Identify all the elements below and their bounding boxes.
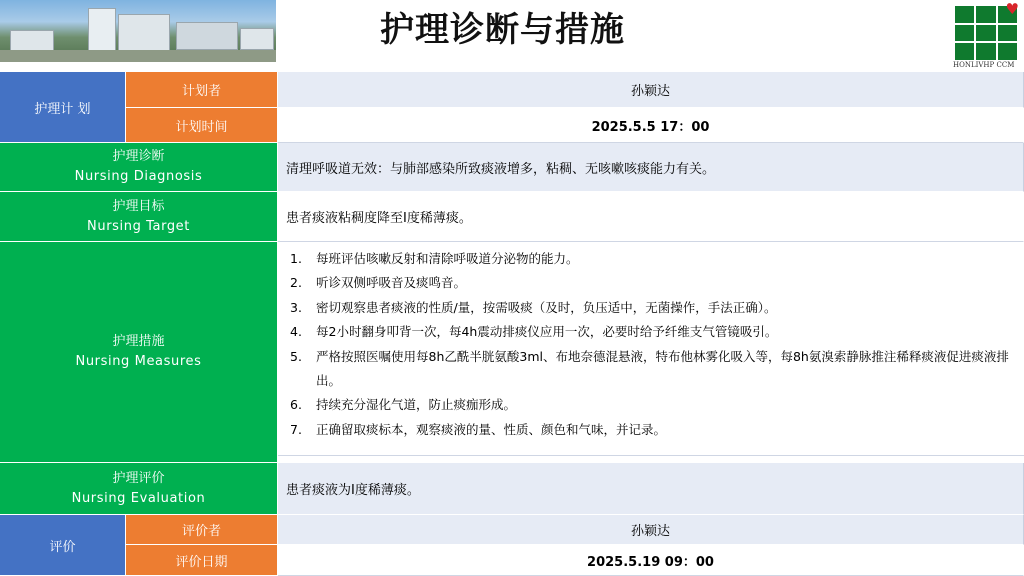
page-title: 护理诊断与措施 <box>380 10 625 50</box>
logo-square <box>955 25 974 42</box>
item-text: 密切观察患者痰液的性质/量，按需吸痰（及时，负压适中，无菌操作，手法正确）。 <box>316 299 777 315</box>
planner-value: 孙颖达 <box>278 72 1024 108</box>
item-text: 正确留取痰标本，观察痰液的量、性质、颜色和气味，并记录。 <box>316 421 667 437</box>
hospital-photo <box>0 0 276 62</box>
target-label-cn: 护理目标 <box>112 198 165 214</box>
evaluation-label-cn: 护理评价 <box>112 470 165 486</box>
list-item <box>286 320 1016 344</box>
measures-label-en: Nursing Measures <box>75 354 202 369</box>
logo-square <box>976 25 995 42</box>
logo-square <box>998 25 1017 42</box>
reviewer-value: 孙颖达 <box>278 515 1024 545</box>
list-item <box>286 296 1016 320</box>
logo-square <box>955 43 974 60</box>
logo-square <box>955 6 974 23</box>
plan-time-label: 计划时间 <box>126 108 278 143</box>
list-item <box>286 271 1016 295</box>
diagnosis-label <box>0 143 278 192</box>
plan-label: 护理计 划 <box>0 72 126 143</box>
item-text: 严格按照医嘱使用每8h乙酰半胱氨酸3ml、布地奈德混悬液，特布他林雾化吸入等，每8h氨溴索静脉推注稀释痰液促进痰液排出。 <box>316 348 1009 389</box>
review-label: 评价 <box>0 515 126 576</box>
building-shape <box>118 14 170 52</box>
list-item <box>286 247 1016 271</box>
building-shape <box>88 8 116 54</box>
item-number: 5. <box>290 348 302 364</box>
building-shape <box>176 22 238 50</box>
item-number: 3. <box>290 299 302 315</box>
review-date-value: 2025.5.19 09：00 <box>278 545 1024 576</box>
measures-list <box>286 247 1016 442</box>
hospital-logo <box>953 0 1019 69</box>
diagnosis-label-en: Nursing Diagnosis <box>74 169 203 184</box>
item-text: 每2小时翻身叩背一次，每4h震动排痰仪应用一次，必要时给予纤维支气管镜吸引。 <box>316 324 778 340</box>
measures-content <box>278 243 1024 456</box>
item-number: 2. <box>290 275 302 291</box>
evaluation-label <box>0 463 278 515</box>
logo-square <box>976 43 995 60</box>
item-number: 4. <box>290 324 302 340</box>
logo-square <box>998 43 1017 60</box>
item-text: 持续充分湿化气道，防止痰痂形成。 <box>316 397 517 413</box>
item-number: 7. <box>290 421 302 437</box>
road-shape <box>0 50 276 62</box>
building-shape <box>240 28 274 50</box>
reviewer-label: 评价者 <box>126 515 278 545</box>
item-number: 1. <box>290 251 302 266</box>
measures-label <box>0 242 278 463</box>
logo-caption: HONLIVHP CCM <box>953 61 1015 69</box>
review-date-label: 评价日期 <box>126 545 278 576</box>
diagnosis-label-cn: 护理诊断 <box>112 149 165 164</box>
planner-label: 计划者 <box>126 72 278 108</box>
measures-label-cn: 护理措施 <box>112 334 165 349</box>
plan-time-value: 2025.5.5 17：00 <box>278 108 1024 143</box>
item-text: 听诊双侧呼吸音及痰鸣音。 <box>316 275 467 291</box>
evaluation-value: 患者痰液为I度稀薄痰。 <box>278 463 1024 515</box>
target-value: 患者痰液粘稠度降至I度稀薄痰。 <box>278 192 1024 242</box>
list-item <box>286 393 1016 417</box>
logo-square <box>976 6 995 23</box>
evaluation-label-en: Nursing Evaluation <box>71 490 206 506</box>
target-label-en: Nursing Target <box>87 218 190 234</box>
item-number: 6. <box>290 397 302 413</box>
list-item <box>286 345 1016 394</box>
item-text: 每班评估咳嗽反射和清除呼吸道分泌物的能力。 <box>316 251 579 266</box>
diagnosis-value: 清理呼吸道无效：与肺部感染所致痰液增多，粘稠、无咳嗽咳痰能力有关。 <box>278 143 1024 192</box>
heart-icon: ♥ <box>1005 0 1019 18</box>
list-item <box>286 418 1016 442</box>
target-label <box>0 192 278 242</box>
